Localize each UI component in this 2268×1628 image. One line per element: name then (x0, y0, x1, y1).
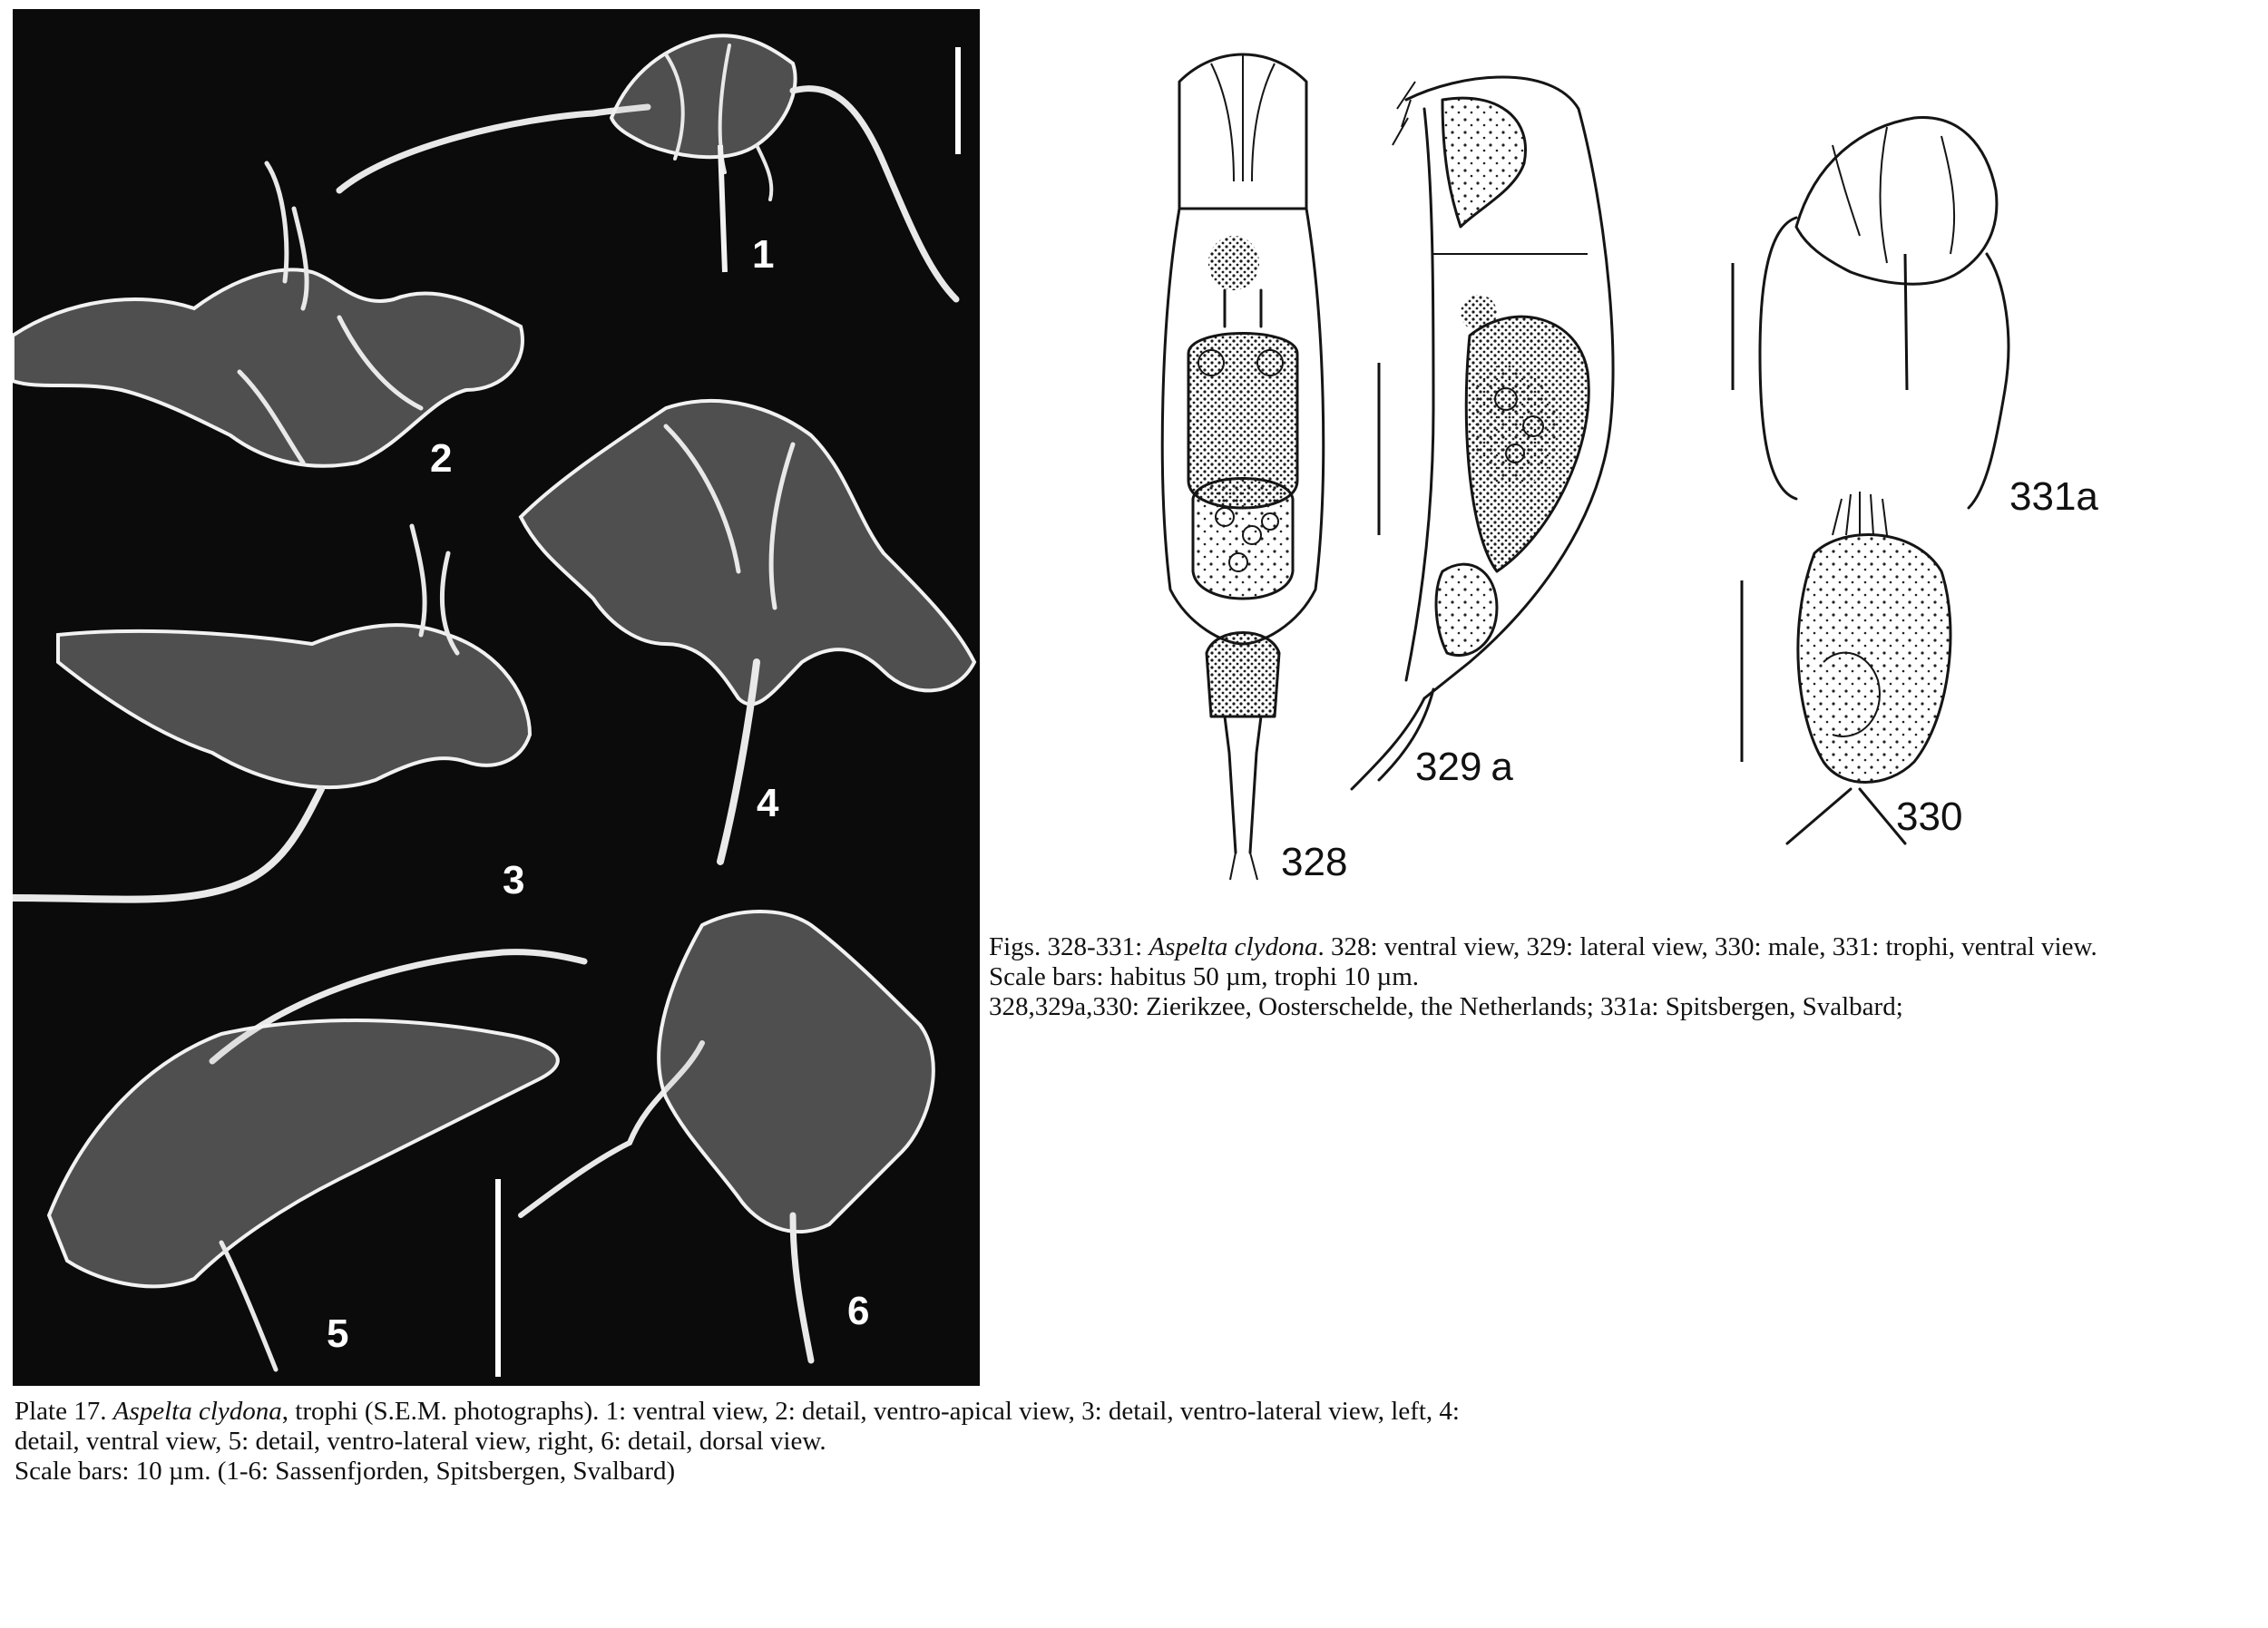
sem-photo-plate (13, 9, 980, 1386)
figures-caption-body: . 328: ventral view, 329: lateral view, 330: male, 331: trophi, ventral view. (1317, 932, 2097, 961)
drawing-331a-trophi (1733, 118, 2098, 519)
figure-number-330: 330 (1896, 795, 1963, 839)
drawing-328-ventral-view (1162, 54, 1347, 884)
figure-number-328: 328 (1281, 840, 1348, 884)
figure-number-331a: 331a (2009, 474, 2098, 519)
figure-number-329: 329 a (1415, 745, 1513, 789)
panel-number-6: 6 (847, 1289, 870, 1333)
drawing-330-male (1742, 492, 1962, 843)
plate-caption-main (15, 1397, 1502, 1457)
plate-caption-species: Aspelta clydona (112, 1397, 282, 1426)
figures-caption-localities: 328,329a,330: Zierikzee, Oosterschelde, the Netherlands; 331a: Spitsbergen, Svalbard; (989, 992, 1903, 1021)
panel-number-3: 3 (503, 858, 525, 902)
figures-caption-main (989, 932, 2259, 962)
panel-number-2: 2 (430, 436, 453, 481)
plate-caption-lead: Plate 17. (15, 1397, 113, 1426)
panel-number-4: 4 (757, 781, 779, 825)
drawing-329a-lateral-view (1352, 77, 1613, 789)
panel-number-5: 5 (327, 1311, 349, 1356)
plate-caption-body: , trophi (S.E.M. photographs). 1: ventral view, 2: detail, ventro-apical view, 3: detail, ventro-lateral view, left, 4: detail, ventral view, 5: detail, ventro-lateral view, right, 6: detail, dorsal view. (15, 1397, 1460, 1456)
plate-caption-scale: Scale bars: 10 µm. (1-6: Sassenfjorden, Spitsbergen, Svalbard) (15, 1457, 676, 1486)
figures-caption (989, 932, 2259, 1022)
line-drawings-panel (1043, 27, 2241, 916)
figures-caption-lead: Figs. 328-331: (989, 932, 1149, 961)
figures-caption-species: Aspelta clydona (1149, 932, 1318, 961)
panel-number-1: 1 (752, 232, 775, 277)
figures-caption-scale: Scale bars: habitus 50 µm, trophi 10 µm. (989, 962, 1419, 991)
plate-caption (15, 1397, 1502, 1487)
